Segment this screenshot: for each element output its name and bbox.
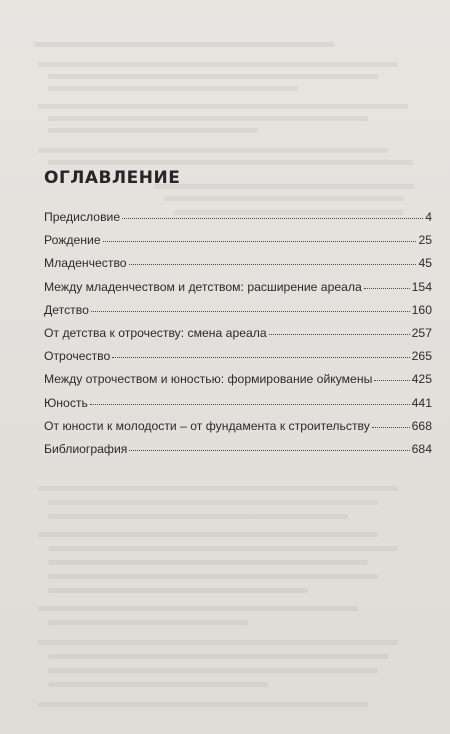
toc-entry-page-number: 684 xyxy=(411,441,432,456)
toc-entry-page-number: 668 xyxy=(411,418,432,433)
toc-title: ОГЛАВЛЕНИЕ xyxy=(44,168,181,188)
toc-entry xyxy=(44,210,432,233)
toc-entry xyxy=(44,396,432,419)
toc-dot-leader xyxy=(372,427,410,428)
toc-dot-leader xyxy=(90,404,410,405)
toc-entry-label: Между отрочеством и юностью: формирование ойкумены xyxy=(44,372,373,387)
toc-entry xyxy=(44,419,432,442)
toc-entry-page-number: 25 xyxy=(418,233,432,248)
toc-entry-label: Отрочество xyxy=(44,349,111,364)
toc-entry xyxy=(44,349,432,372)
toc-dot-leader xyxy=(129,450,409,451)
toc-entry-label: Детство xyxy=(44,302,89,317)
toc-entry xyxy=(44,372,432,395)
toc-entry-label: Юность xyxy=(44,395,88,410)
toc-entry-page-number: 425 xyxy=(411,372,432,387)
toc-entry xyxy=(44,442,432,465)
toc-dot-leader xyxy=(122,218,423,219)
toc-dot-leader xyxy=(374,380,409,381)
toc-entry-label: Рождение xyxy=(44,233,101,248)
toc-entry-page-number: 441 xyxy=(411,395,432,410)
toc-list xyxy=(44,210,432,465)
toc-dot-leader xyxy=(112,357,409,358)
toc-entry-label: Предисловие xyxy=(44,210,121,224)
toc-dot-leader xyxy=(364,288,410,289)
toc-entry-page-number: 265 xyxy=(411,349,432,364)
toc-entry-page-number: 45 xyxy=(418,256,432,271)
toc-entry-label: От детства к отрочеству: смена ареала xyxy=(44,325,267,340)
toc-entry xyxy=(44,233,432,256)
toc-dot-leader xyxy=(269,334,410,335)
toc-entry xyxy=(44,280,432,303)
toc-entry-label: Младенчество xyxy=(44,256,127,271)
toc-entry-label: Между младенчеством и детством: расширение ареала xyxy=(44,279,362,294)
toc-entry-page-number: 154 xyxy=(411,279,432,294)
toc-entry xyxy=(44,326,432,349)
toc-entry-label: От юности к молодости – от фундамента к строительству xyxy=(44,418,370,433)
toc-dot-leader xyxy=(91,311,410,312)
toc-entry xyxy=(44,256,432,279)
toc-entry-page-number: 160 xyxy=(411,302,432,317)
toc-entry-page-number: 257 xyxy=(411,325,432,340)
toc-dot-leader xyxy=(129,264,417,265)
toc-entry-page-number: 4 xyxy=(425,210,432,224)
toc-entry-label: Библиография xyxy=(44,441,128,456)
toc-dot-leader xyxy=(103,241,417,242)
table-of-contents xyxy=(44,168,432,465)
toc-entry xyxy=(44,303,432,326)
